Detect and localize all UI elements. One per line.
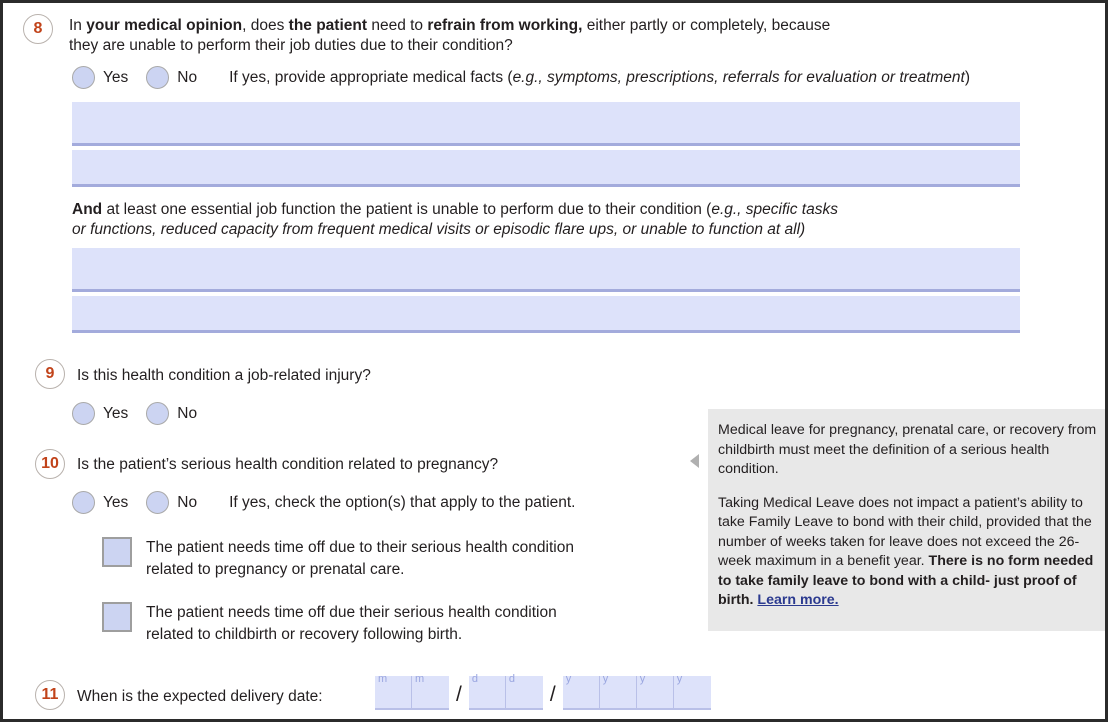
q8-line1-part-f: refrain from working,: [427, 17, 583, 34]
question-9-text: Is this health condition a job-related injury?: [77, 367, 371, 384]
q8-line1-part-c: , does: [242, 17, 289, 34]
q8-and-bold: And: [72, 201, 103, 218]
q8-radio-no[interactable]: [146, 66, 169, 89]
q10-radio-yes-label: Yes: [103, 493, 129, 511]
q10-option1-line1: The patient needs time off due to their serious health condition: [146, 539, 574, 556]
q8-job-function-input-line-2[interactable]: [72, 296, 1020, 333]
date-separator-2: /: [549, 683, 556, 706]
date-month-digit-1[interactable]: [375, 673, 412, 708]
q8-instruction: [229, 69, 970, 87]
q9-radio-no[interactable]: [146, 402, 169, 425]
q8-medical-facts-input-line-2[interactable]: [72, 150, 1020, 187]
question-number-11-label: 11: [41, 686, 59, 703]
q8-and-italic-1: e.g., specific tasks: [711, 201, 838, 218]
q8-medical-facts-input-line-1[interactable]: [72, 102, 1020, 146]
q8-and-rest: at least one essential job function the patient is unable to perform due to their condition (: [102, 201, 712, 218]
expected-delivery-date-field: [375, 673, 711, 710]
q9-radio-yes[interactable]: [72, 402, 95, 425]
date-day-digit-2[interactable]: [506, 673, 543, 708]
question-number-8: [23, 14, 53, 44]
q10-checkbox-pregnancy-label: [146, 537, 676, 581]
q8-line1-part-g: either partly or completely, because: [582, 17, 831, 34]
q8-radio-yes-label: Yes: [103, 68, 129, 86]
date-month-digit-2[interactable]: [412, 673, 449, 708]
question-11-text: When is the expected delivery date:: [77, 688, 323, 705]
q8-line1-part-b: your medical opinion: [86, 17, 243, 34]
q9-radio-yes-label: Yes: [103, 404, 129, 422]
date-month-hint-1: m: [378, 673, 388, 685]
date-year-digit-4[interactable]: [674, 673, 711, 708]
q8-job-function-input-line-1[interactable]: [72, 248, 1020, 292]
callout-paragraph-2-plain: Taking Medical Leave does not impact a patient’s ability to take Family Leave to bond with their child, provided that the number of weeks taken for leave does not exceed the 26-week maximum in a benefit year.: [718, 494, 1092, 569]
q8-instruction-italic: e.g., symptoms, prescriptions, referrals for evaluation or treatment: [512, 68, 965, 86]
q10-option1-line2: related to pregnancy or prenatal care.: [146, 561, 405, 578]
q8-radio-no-label: No: [177, 68, 198, 86]
q8-radio-yes[interactable]: [72, 66, 95, 89]
q10-checkbox-childbirth[interactable]: [102, 602, 132, 632]
date-year-hint-3: y: [639, 673, 646, 685]
callout-pointer-icon: [690, 454, 699, 468]
question-number-10: [35, 449, 65, 479]
callout-paragraph-2-bold: There is no form needed to take family leave to bond with a child- just proof of birth.: [718, 553, 1094, 608]
date-month-group: [375, 673, 449, 710]
q8-instruction-close: ): [964, 68, 970, 86]
question-9-answer-row: [72, 402, 215, 425]
q10-instruction: If yes, check the option(s) that apply to the patient.: [229, 493, 576, 511]
q8-line1-part-d: the patient: [288, 17, 368, 34]
q9-radio-no-label: No: [177, 404, 198, 422]
question-10-answer-row: [72, 491, 576, 514]
q10-checkbox-childbirth-label: [146, 602, 676, 646]
q8-and-italic-2: or functions, reduced capacity from frequent medical visits or episodic flare ups, or unable to function at all): [72, 221, 806, 238]
date-separator-1: /: [456, 683, 462, 706]
question-number-11: [35, 680, 65, 710]
q8-instruction-plain: If yes, provide appropriate medical facts (: [229, 68, 513, 86]
question-number-9: [35, 359, 65, 389]
q10-radio-no-label: No: [177, 493, 198, 511]
question-10-text: Is the patient’s serious health condition related to pregnancy?: [77, 456, 499, 473]
date-day-digit-1[interactable]: [469, 673, 506, 708]
question-8-text: [69, 16, 1089, 56]
date-year-digit-3[interactable]: [637, 673, 674, 708]
date-year-digit-2[interactable]: [600, 673, 637, 708]
date-year-hint-2: y: [602, 673, 609, 685]
date-year-group: [563, 673, 711, 710]
question-8-answer-row: [72, 66, 970, 89]
q10-radio-no[interactable]: [146, 491, 169, 514]
question-8-job-function-text: [72, 200, 1072, 240]
date-month-hint-2: m: [415, 673, 425, 685]
question-number-9-label: 9: [45, 365, 55, 382]
question-number-10-label: 10: [41, 455, 59, 472]
date-year-hint-4: y: [676, 673, 683, 685]
date-year-digit-1[interactable]: [563, 673, 600, 708]
date-year-hint-1: y: [565, 673, 572, 685]
date-day-group: [469, 673, 543, 710]
q10-option2-line1: The patient needs time off due their serious health condition: [146, 604, 557, 621]
callout-paragraph-2: [718, 494, 1097, 611]
q10-option2-line2: related to childbirth or recovery following birth.: [146, 626, 463, 643]
q8-line2: they are unable to perform their job duties due to their condition?: [69, 37, 513, 54]
date-day-hint-1: d: [471, 673, 478, 685]
q8-line1-part-e: need to: [367, 17, 428, 34]
learn-more-link[interactable]: Learn more.: [757, 592, 839, 608]
date-day-hint-2: d: [508, 673, 515, 685]
question-number-8-label: 8: [33, 20, 43, 37]
callout-paragraph-1: Medical leave for pregnancy, prenatal care, or recovery from childbirth must meet the definition of a serious health condition.: [718, 422, 1097, 477]
q10-radio-yes[interactable]: [72, 491, 95, 514]
pregnancy-info-callout: [708, 409, 1108, 631]
q10-checkbox-pregnancy[interactable]: [102, 537, 132, 567]
q8-line1-part-a: In: [69, 17, 87, 34]
